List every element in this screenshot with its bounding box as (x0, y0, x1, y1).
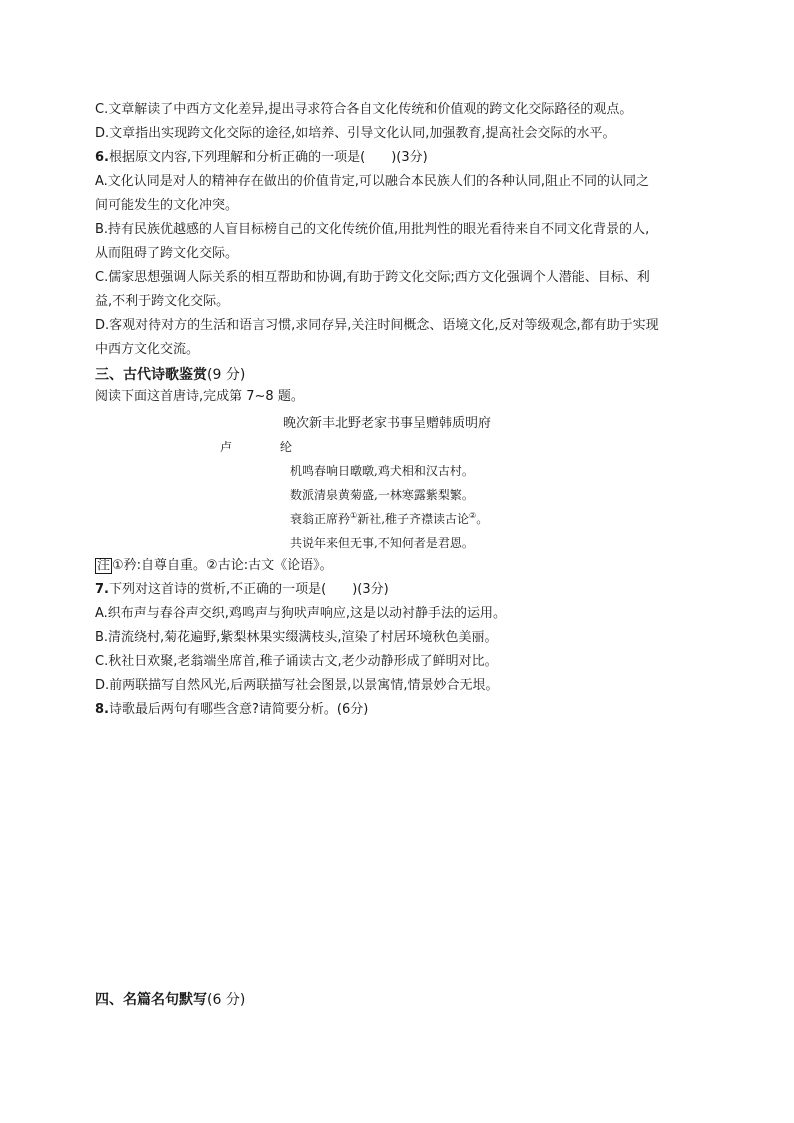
reading-instruction: 阅读下面这首唐诗,完成第 7~8 题。 (95, 389, 304, 404)
option-d-q6-line2: 中西方文化交流。 (95, 342, 200, 357)
question-8-text: 诗歌最后两句有哪些含意?请简要分析。(6分) (108, 702, 369, 717)
poem-line-3: 衰翁正席矜①新社,稚子齐襟读古论②。 (290, 511, 489, 526)
option-d-q6-line1: D.客观对待对方的生活和语言习惯,求同存异,关注时间概念、语境文化,反对等级观念,都有助于实现 (95, 318, 659, 333)
poem-notes (95, 557, 333, 575)
poem-line-1: 机鸣春响日暾暾,鸡犬相和汉古村。 (290, 464, 474, 478)
poem-title: 晚次新丰北野老家书事呈赠韩质明府 (283, 416, 492, 431)
question-7 (95, 581, 389, 599)
option-d-q7: D.前两联描写自然风光,后两联描写社会图景,以景寓情,情景妙合无垠。 (95, 678, 499, 693)
question-6 (95, 149, 428, 167)
question-7-text: 下列对这首诗的赏析,不正确的一项是( )(3分) (108, 582, 389, 597)
option-d-q5: D.文章指出实现跨文化交际的途径,如培养、引导文化认同,加强教育,提高社会交际的水平。 (95, 126, 616, 141)
question-8 (95, 701, 368, 719)
section-4-title: 四、名篇名句默写 (95, 992, 207, 1008)
footnote-marker-2: ② (469, 511, 477, 520)
option-a-q6-line1: A.文化认同是对人的精神存在做出的价值肯定,可以融合本民族人们的各种认同,阻止不同的认同之 (95, 174, 650, 189)
option-c-q6-line2: 益,不利于跨文化交际。 (95, 294, 230, 309)
question-6-text: 根据原文内容,下列理解和分析正确的一项是( )(3分) (108, 150, 428, 165)
section-3-title: 三、古代诗歌鉴赏 (95, 367, 207, 383)
question-8-number: 8. (95, 702, 109, 717)
option-b-q6-line1: B.持有民族优越感的人盲目标榜自己的文化传统价值,用批判性的眼光看待来自不同文化背景的人, (95, 222, 650, 237)
footnote-marker-1: ① (350, 511, 358, 520)
poem-line-2: 数派清泉黄菊盛,一林寒露紫梨繁。 (290, 488, 474, 502)
section-4-score: (6 分) (207, 992, 246, 1008)
option-a-q6-line2: 间可能发生的文化冲突。 (95, 198, 239, 213)
option-c-q7: C.秋社日欢聚,老翁端坐席首,稚子诵读古文,老少动静形成了鲜明对比。 (95, 654, 498, 669)
poem-author: 卢 纶 (220, 440, 311, 454)
option-a-q7: A.织布声与春谷声交织,鸡鸣声与狗吠声响应,这是以动衬静手法的运用。 (95, 606, 507, 621)
section-4-heading (95, 989, 245, 1009)
option-b-q6-line2: 从而阻碍了跨文化交际。 (95, 246, 239, 261)
question-7-number: 7. (95, 582, 109, 597)
option-c-q5: C.文章解读了中西方文化差异,提出寻求符合各自文化传统和价值观的跨文化交际路径的观点。 (95, 102, 633, 117)
section-3-score: (9 分) (207, 367, 246, 383)
question-6-number: 6. (95, 150, 109, 165)
option-b-q7: B.清流绕村,菊花遍野,紫梨林果实缀满枝头,渲染了村居环境秋色美丽。 (95, 630, 498, 645)
note-label: 注 (97, 558, 111, 573)
note-text: ①矜:自尊自重。②古论:古文《论语》。 (112, 558, 333, 573)
option-c-q6-line1: C.儒家思想强调人际关系的相互帮助和协调,有助于跨文化交际;西方文化强调个人潜能、目标、利 (95, 270, 650, 285)
section-3-heading (95, 364, 245, 384)
poem-line-4: 共说年来但无事,不知何者是君恩。 (290, 536, 474, 550)
